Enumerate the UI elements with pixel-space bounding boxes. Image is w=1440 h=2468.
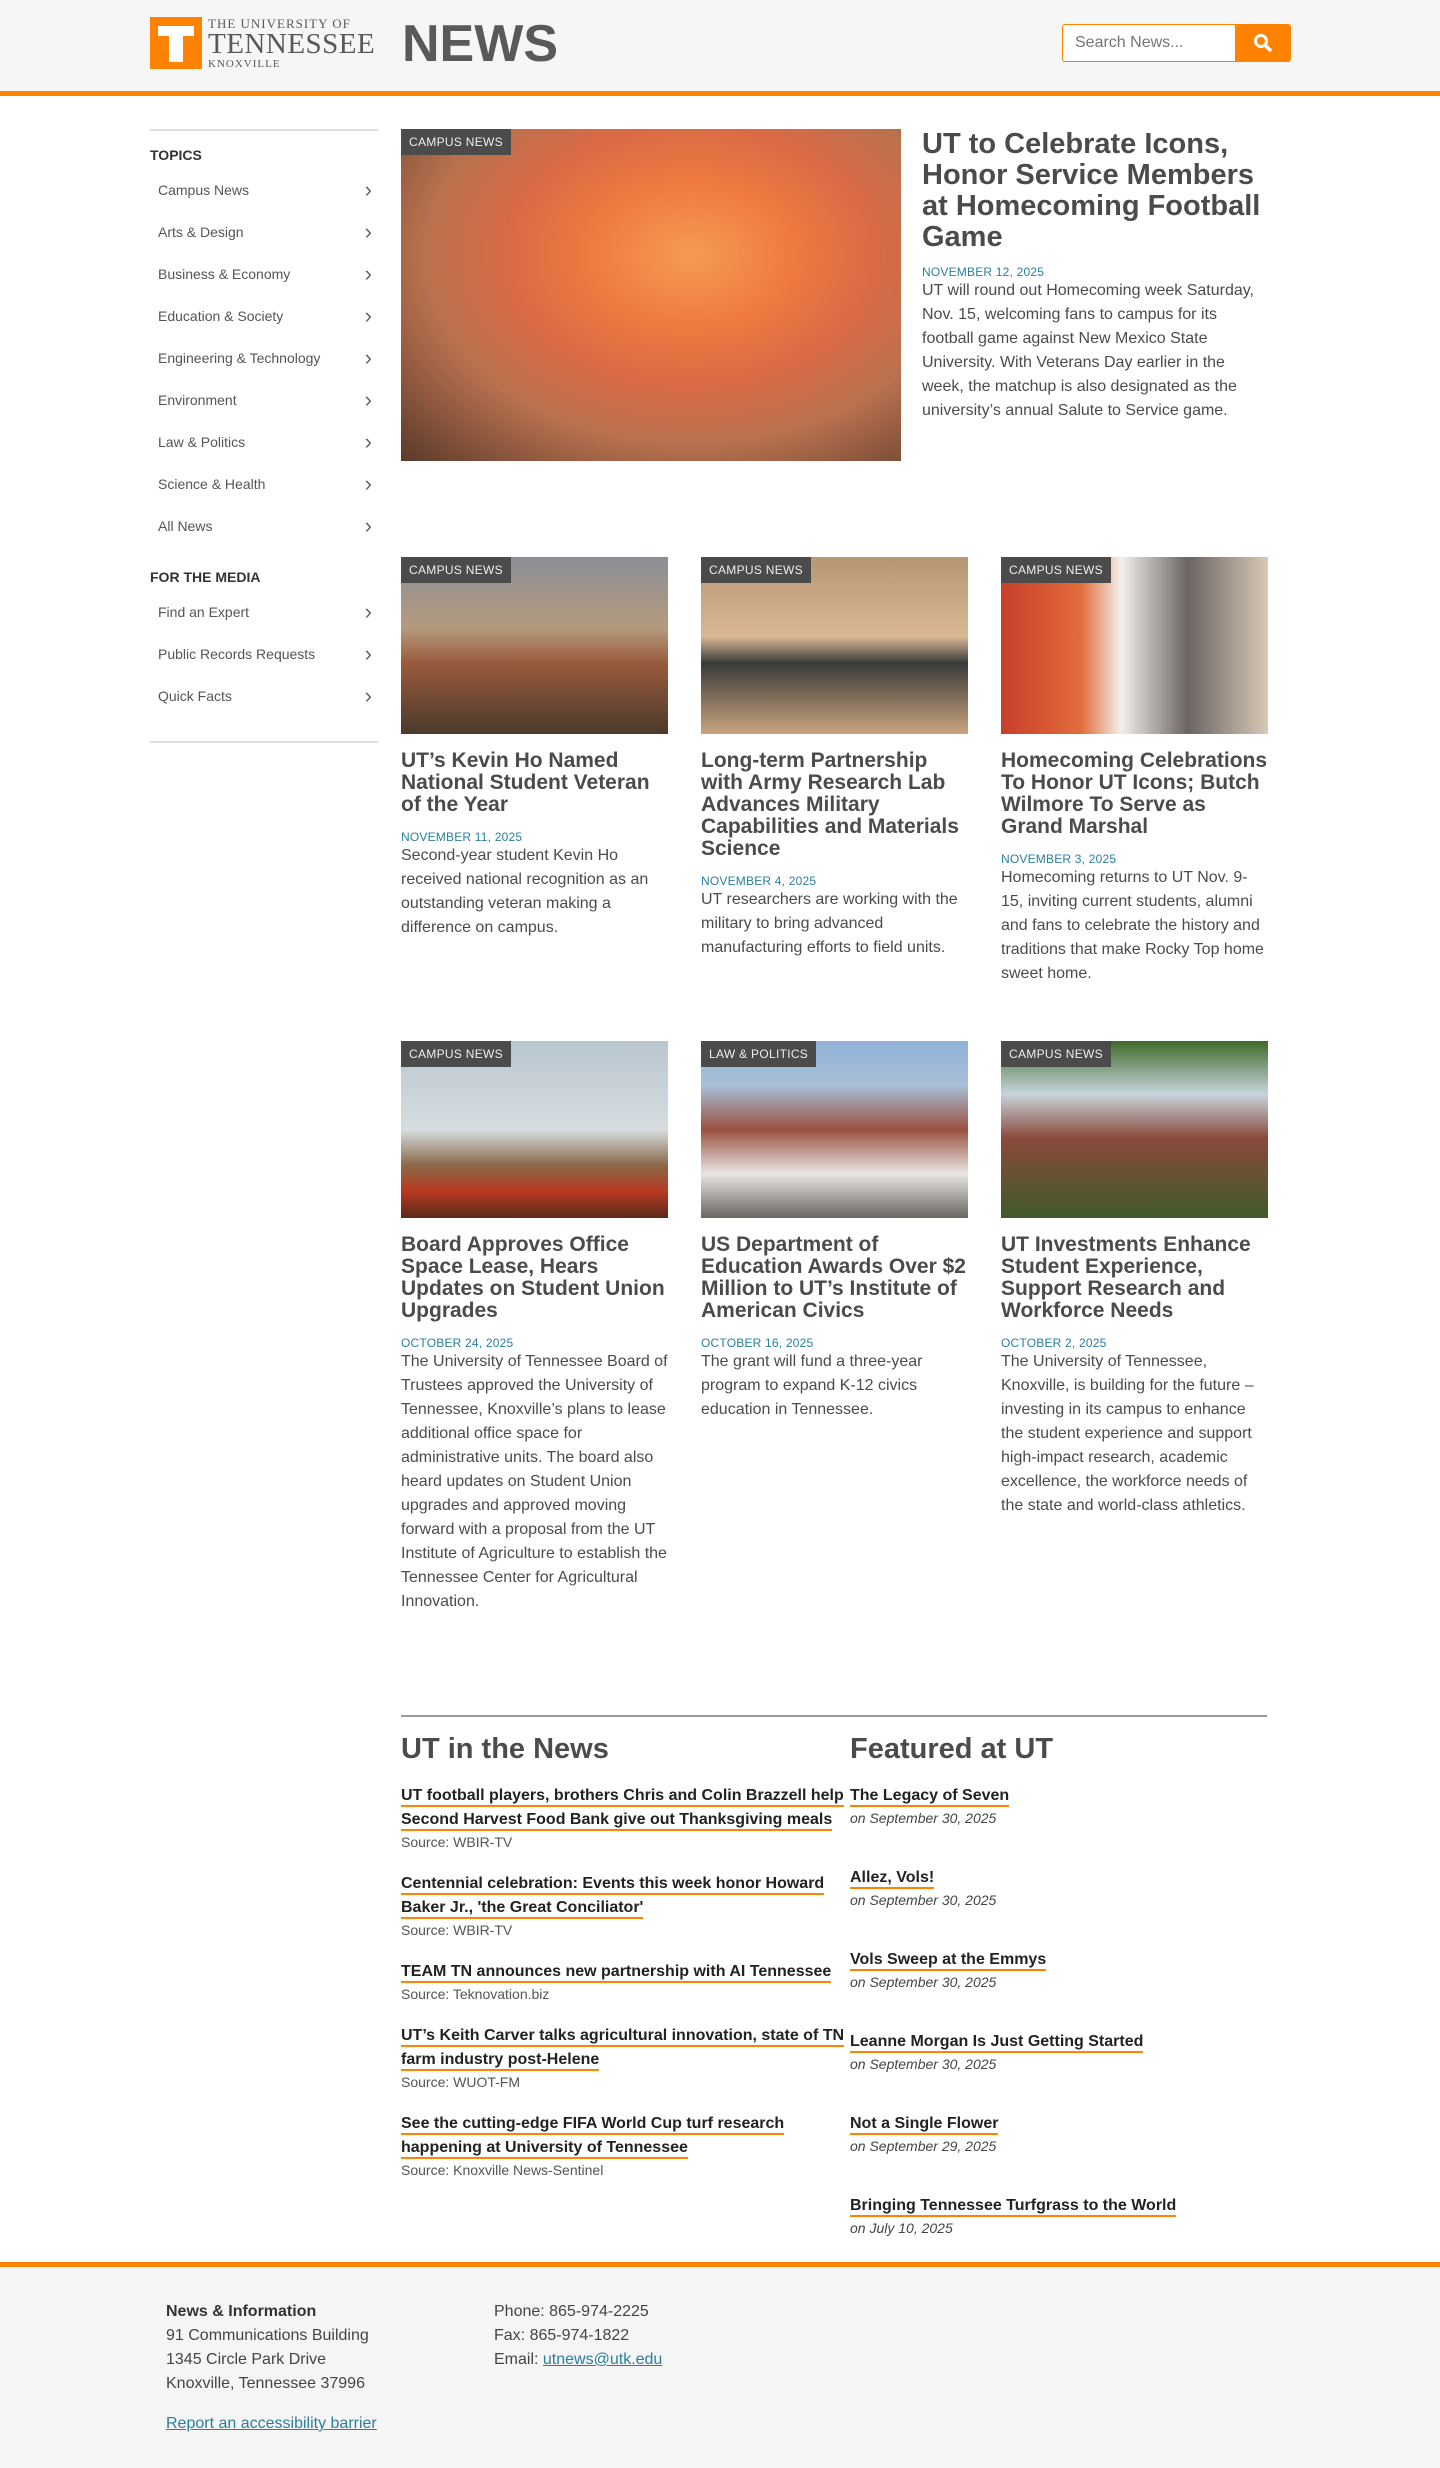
story-card [701,557,968,986]
news-source: Source: WBIR-TV [401,1922,513,1938]
sidebar-item[interactable] [150,675,378,717]
news-link-text: UT football players, brothers Chris and Colin Brazzell help Second Harvest Food Bank give out Thanksgiving meals [401,1787,844,1831]
featured-story-image[interactable] [401,129,901,461]
story-row [401,1041,1267,1614]
category-tag: CAMPUS NEWS [1001,1041,1111,1067]
story-title[interactable]: US Department of Education Awards Over $2 Million to UT’s Institute of American Civics [701,1233,966,1322]
news-link[interactable] [401,2112,850,2160]
sidebar-item[interactable] [150,211,378,253]
search-button[interactable] [1235,24,1291,62]
story-image[interactable] [1001,557,1268,734]
logo-line2: TENNESSEE [208,27,376,60]
news-link[interactable] [401,2024,850,2072]
news-list-item [401,1960,850,2002]
story-card [401,557,668,986]
featured-link[interactable] [850,1784,1267,1808]
story-card [1001,1041,1268,1614]
featured-link[interactable] [850,2112,1267,2136]
chevron-right-icon: › [364,599,372,624]
featured-list-item [850,1866,1267,1908]
featured-link-text: Leanne Morgan Is Just Getting Started [850,2033,1143,2053]
sidebar-item-label: Environment [158,392,237,408]
chevron-right-icon: › [364,471,372,496]
footer-fax: Fax: 865-974-1822 [494,2327,630,2344]
story-summary: UT researchers are working with the military to bring advanced manufacturing efforts to field units. [701,891,958,956]
footer-email-label: Email: [494,2351,543,2368]
story-title[interactable]: Long-term Partnership with Army Research Lab Advances Military Capabilities and Materials Science [701,749,959,860]
sidebar-item[interactable] [150,253,378,295]
news-source: Source: Knoxville News-Sentinel [401,2162,604,2178]
featured-story-summary: UT will round out Homecoming week Saturday, Nov. 15, welcoming fans to campus for its football game against New Mexico State University. With Veterans Day earlier in the week, the matchup is also designated as the university’s annual Salute to Service game. [922,282,1254,419]
ut-logo[interactable] [150,17,375,69]
news-link-text: Centennial celebration: Events this week honor Howard Baker Jr., 'the Great Conciliator' [401,1875,824,1919]
chevron-right-icon: › [364,641,372,666]
story-title[interactable]: Homecoming Celebrations To Honor UT Icons; Butch Wilmore To Serve as Grand Marshal [1001,749,1268,838]
category-tag: CAMPUS NEWS [401,129,511,155]
search-form [1062,24,1291,62]
sidebar-item-label: Campus News [158,182,250,198]
news-link-text: UT’s Keith Carver talks agricultural innovation, state of TN farm industry post-Helene [401,2027,844,2071]
news-link[interactable] [401,1960,850,1984]
sidebar-item[interactable] [150,295,378,337]
story-image[interactable] [401,1041,668,1218]
story-summary: The University of Tennessee, Knoxville, is building for the future – investing in its campus to enhance the student experience and support high-impact research, academic excellence, the workforce needs of the state and world-class athletics. [1001,1353,1254,1514]
story-title[interactable]: Board Approves Office Space Lease, Hears Updates on Student Union Upgrades [401,1233,665,1322]
news-list-item [401,1872,850,1938]
featured-date: on July 10, 2025 [850,2220,953,2236]
featured-story-date: NOVEMBER 12, 2025 [922,265,1045,279]
news-link-text: TEAM TN announces new partnership with AI Tennessee [401,1963,831,1983]
story-card [701,1041,968,1614]
story-row [401,557,1267,986]
sidebar-item-label: Quick Facts [158,688,232,704]
featured-story-title[interactable]: UT to Celebrate Icons, Honor Service Members at Homecoming Football Game [922,128,1261,253]
featured-link-text: Bringing Tennessee Turfgrass to the World [850,2197,1176,2217]
sidebar-item-label: Law & Politics [158,434,246,450]
sidebar-item[interactable] [150,591,378,633]
featured-list-item [850,2112,1267,2154]
featured-date: on September 30, 2025 [850,1810,997,1826]
story-date: NOVEMBER 3, 2025 [1001,852,1117,866]
featured-link-text: The Legacy of Seven [850,1787,1009,1807]
story-summary: The grant will fund a three-year program to expand K-12 civics education in Tennessee. [701,1353,923,1418]
accessibility-link[interactable]: Report an accessibility barrier [166,2415,377,2432]
featured-story [401,129,1267,461]
featured-link-text: Allez, Vols! [850,1869,934,1889]
story-image[interactable] [1001,1041,1268,1218]
news-source: Source: WBIR-TV [401,1834,513,1850]
sidebar-item[interactable] [150,421,378,463]
featured-link[interactable] [850,1866,1267,1890]
search-input[interactable] [1062,24,1235,62]
story-date: OCTOBER 16, 2025 [701,1336,814,1350]
chevron-right-icon: › [364,303,372,328]
category-tag: CAMPUS NEWS [401,1041,511,1067]
sidebar-item[interactable] [150,337,378,379]
chevron-right-icon: › [364,345,372,370]
story-image[interactable] [701,1041,968,1218]
sidebar-item-label: Engineering & Technology [158,350,321,366]
sidebar-item-label: Arts & Design [158,224,244,240]
story-summary: Homecoming returns to UT Nov. 9-15, inviting current students, alumni and fans to celebrate the history and traditions that make Rocky Top home sweet home. [1001,869,1264,982]
sidebar [150,129,378,743]
footer-org: News & Information [166,2303,317,2320]
sidebar-item-label: Science & Health [158,476,266,492]
featured-list-item [850,2030,1267,2072]
site-header [0,0,1440,96]
chevron-right-icon: › [364,683,372,708]
chevron-right-icon: › [364,429,372,454]
chevron-right-icon: › [364,261,372,286]
featured-list-item [850,1948,1267,1990]
sidebar-item-label: All News [158,518,213,534]
featured-date: on September 29, 2025 [850,2138,997,2154]
category-tag: CAMPUS NEWS [1001,557,1111,583]
chevron-right-icon: › [364,177,372,202]
in-the-news-heading: UT in the News [401,1733,609,1765]
news-list-item [401,2024,850,2090]
story-date: OCTOBER 24, 2025 [401,1336,514,1350]
story-date: NOVEMBER 11, 2025 [401,830,523,844]
chevron-right-icon: › [364,513,372,538]
footer-phone: Phone: 865-974-2225 [494,2303,649,2320]
footer-address-1: 91 Communications Building [166,2327,369,2344]
chevron-right-icon: › [364,387,372,412]
news-source: Source: WUOT-FM [401,2074,521,2090]
featured-list-item [850,2194,1267,2236]
featured-link[interactable] [850,2194,1267,2218]
site-title[interactable]: NEWS [402,15,558,73]
featured-link-text: Vols Sweep at the Emmys [850,1951,1046,1971]
story-image[interactable] [701,557,968,734]
search-icon [1253,33,1273,53]
sidebar-item-label: Find an Expert [158,604,250,620]
sidebar-item[interactable] [150,379,378,421]
story-title[interactable]: UT’s Kevin Ho Named National Student Veteran of the Year [401,749,650,816]
story-summary: Second-year student Kevin Ho received national recognition as an outstanding veteran making a difference on campus. [401,847,649,936]
story-card [401,1041,668,1614]
category-tag: CAMPUS NEWS [401,557,511,583]
footer-address-2: 1345 Circle Park Drive [166,2351,327,2368]
category-tag: LAW & POLITICS [701,1041,816,1067]
featured-link-text: Not a Single Flower [850,2115,998,2135]
story-title[interactable]: UT Investments Enhance Student Experience, Support Research and Workforce Needs [1001,1233,1251,1322]
sidebar-item[interactable] [150,633,378,675]
sidebar-item[interactable] [150,505,378,547]
logo-line3: KNOXVILLE [208,57,281,70]
featured-date: on September 30, 2025 [850,1974,997,1990]
chevron-right-icon: › [364,219,372,244]
sidebar-item-label: Business & Economy [158,266,291,282]
sidebar-item-label: Education & Society [158,308,284,324]
sidebar-item[interactable] [150,463,378,505]
media-heading: FOR THE MEDIA [150,569,261,585]
news-list-item [401,1784,850,1850]
news-source: Source: Teknovation.biz [401,1986,550,2002]
news-link-text: See the cutting-edge FIFA World Cup turf research happening at University of Tennessee [401,2115,784,2159]
story-image[interactable] [401,557,668,734]
news-list-item [401,2112,850,2178]
featured-list-item [850,1784,1267,1826]
footer-address-3: Knoxville, Tennessee 37996 [166,2375,365,2392]
wordmark [208,17,375,70]
topics-heading: TOPICS [150,147,202,163]
story-summary: The University of Tennessee Board of Trustees approved the University of Tennessee, Knoxville’s plans to lease additional office space for administrative units. The board also heard updates on Student Union upgrades and approved moving forward with a proposal from the UT Institute of Agriculture to establish the Tennessee Center for Agricultural Innovation. [401,1353,668,1610]
lower-section [401,1715,1267,2276]
news-link[interactable] [401,1784,850,1832]
site-footer [0,2262,1440,2468]
featured-link[interactable] [850,2030,1267,2054]
sidebar-item-label: Public Records Requests [158,646,316,662]
power-t-icon [150,17,202,69]
featured-link[interactable] [850,1948,1267,1972]
story-date: NOVEMBER 4, 2025 [701,874,817,888]
footer-email-link[interactable]: utnews@utk.edu [542,2351,663,2368]
featured-date: on September 30, 2025 [850,1892,997,1908]
news-link[interactable] [401,1872,850,1920]
sidebar-item[interactable] [150,169,378,211]
category-tag: CAMPUS NEWS [701,557,811,583]
story-card [1001,557,1268,986]
featured-date: on September 30, 2025 [850,2056,997,2072]
logo-line1: THE UNIVERSITY OF [208,15,351,31]
story-date: OCTOBER 2, 2025 [1001,1336,1107,1350]
featured-heading: Featured at UT [850,1733,1054,1765]
